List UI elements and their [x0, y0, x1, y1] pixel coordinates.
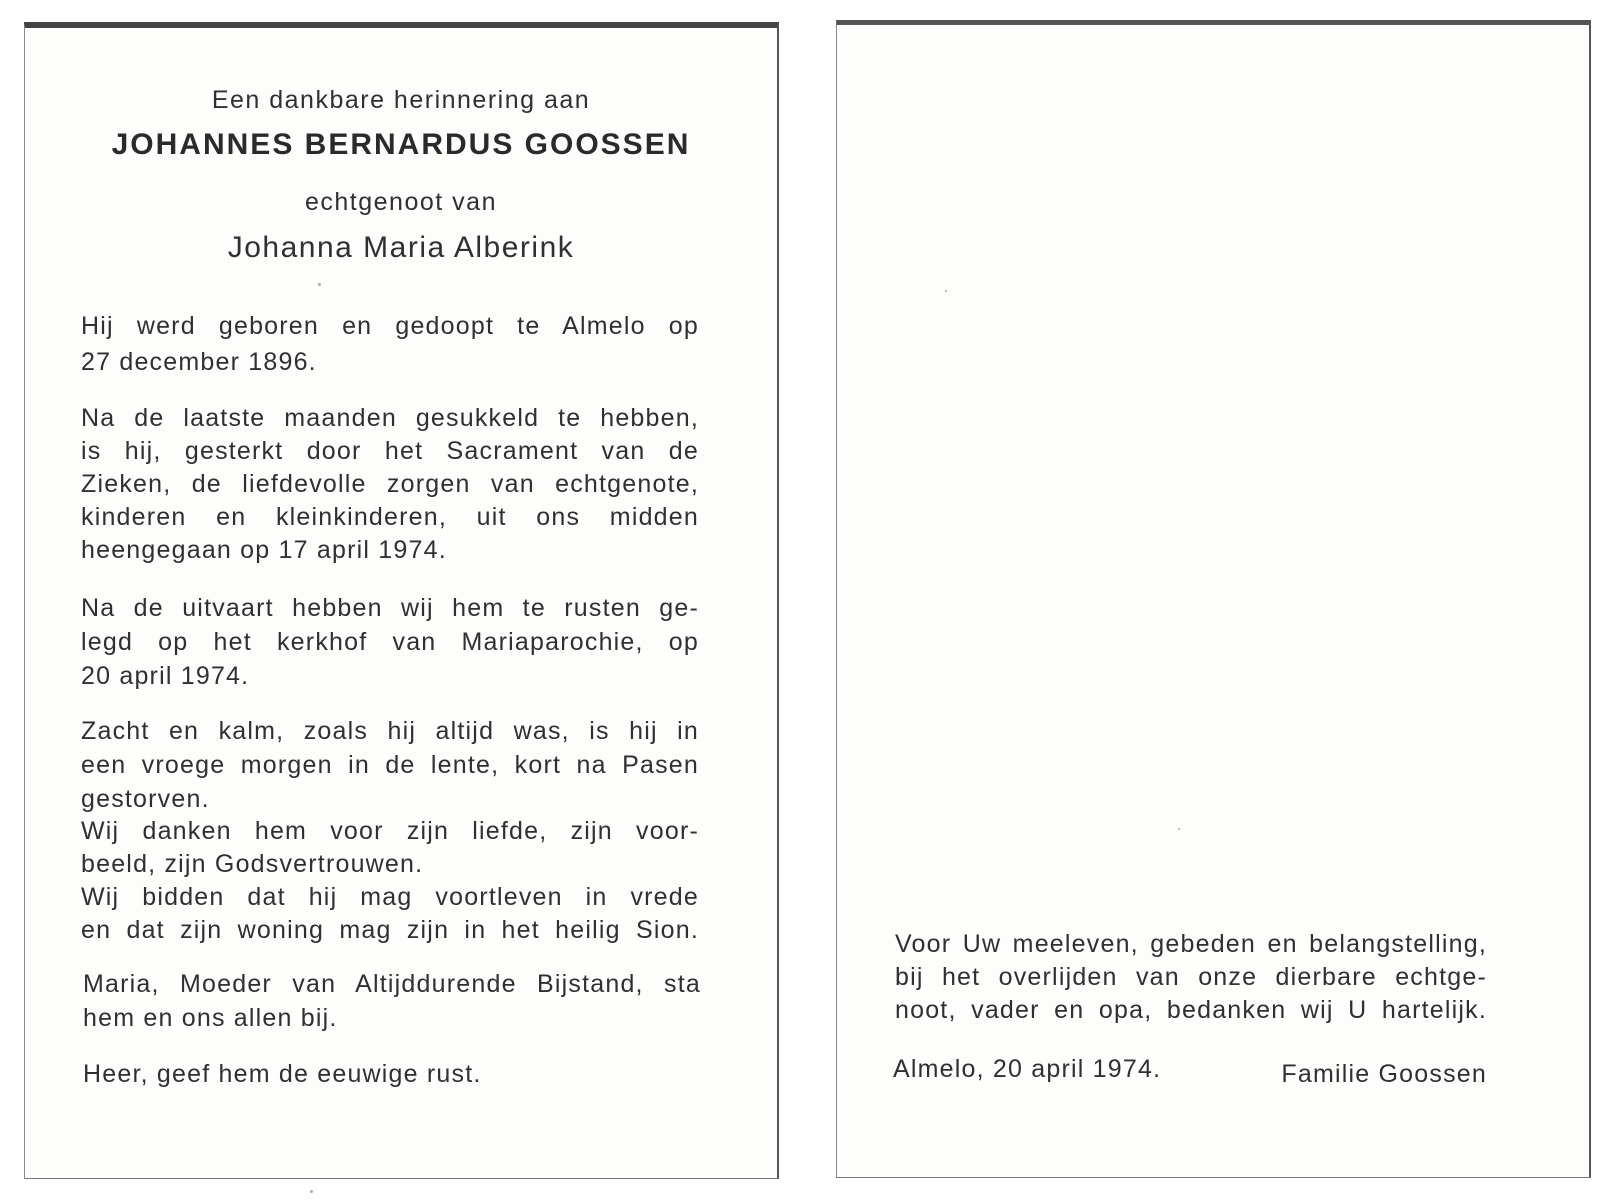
- burial-line-2: legd op het kerkhof van Mariaparochie, op: [81, 628, 699, 656]
- death-line-2: is hij, gesterkt door het Sacrament van de: [81, 437, 699, 465]
- intro-text: Een dankbare herinnering aan: [211, 86, 591, 114]
- scan-speck: [1178, 828, 1180, 830]
- burial-line-3: 20 april 1974.: [81, 662, 250, 690]
- place-date: Almelo, 20 april 1974.: [893, 1055, 1162, 1083]
- scan-speck: [318, 283, 321, 286]
- prayer-line-1: Maria, Moeder van Altijddurende Bijstand, sta: [83, 970, 701, 998]
- birth-line-2: 27 december 1896.: [81, 348, 317, 376]
- death-line-4: kinderen en kleinkinderen, uit ons midden: [81, 503, 699, 531]
- thanks-line-1: Voor Uw meeleven, gebeden en belangstelling,: [895, 930, 1487, 958]
- memorial-card-back: [836, 20, 1591, 1178]
- tribute-line-2: een vroege morgen in de lente, kort na Pasen: [81, 751, 699, 779]
- birth-line-1: Hij werd geboren en gedoopt te Almelo op: [81, 312, 699, 340]
- tribute-line-3: gestorven.: [81, 785, 210, 813]
- death-line-1: Na de laatste maanden gesukkeld te hebben,: [81, 404, 699, 432]
- tribute-line-1: Zacht en kalm, zoals hij altijd was, is hij in: [81, 717, 699, 745]
- tribute-line-4: Wij danken hem voor zijn liefde, zijn voor-: [81, 817, 699, 845]
- scan-speck: [310, 1190, 313, 1193]
- tribute-line-5: beeld, zijn Godsvertrouwen.: [81, 850, 424, 878]
- thanks-line-3: noot, vader en opa, bedanken wij U hartelijk.: [895, 996, 1487, 1024]
- tribute-line-6: Wij bidden dat hij mag voortleven in vrede: [81, 883, 699, 911]
- burial-line-1: Na de uitvaart hebben wij hem te rusten ge-: [81, 594, 699, 622]
- spouse-name: Johanna Maria Alberink: [227, 231, 575, 264]
- deceased-name: JOHANNES BERNARDUS GOOSSEN: [111, 128, 691, 161]
- tribute-line-7: en dat zijn woning mag zijn in het heilig Sion.: [81, 916, 699, 944]
- death-line-5: heengegaan op 17 april 1974.: [81, 536, 447, 564]
- memorial-card-front: [24, 22, 779, 1179]
- closing-prayer: Heer, geef hem de eeuwige rust.: [83, 1060, 482, 1088]
- family-signature: Familie Goossen: [1281, 1060, 1487, 1088]
- prayer-line-2: hem en ons allen bij.: [83, 1004, 338, 1032]
- death-line-3: Zieken, de liefdevolle zorgen van echtgenote,: [81, 470, 699, 498]
- thanks-line-2: bij het overlijden van onze dierbare echtge-: [895, 963, 1487, 991]
- scan-speck: [945, 290, 947, 292]
- relation-text: echtgenoot van: [305, 188, 497, 216]
